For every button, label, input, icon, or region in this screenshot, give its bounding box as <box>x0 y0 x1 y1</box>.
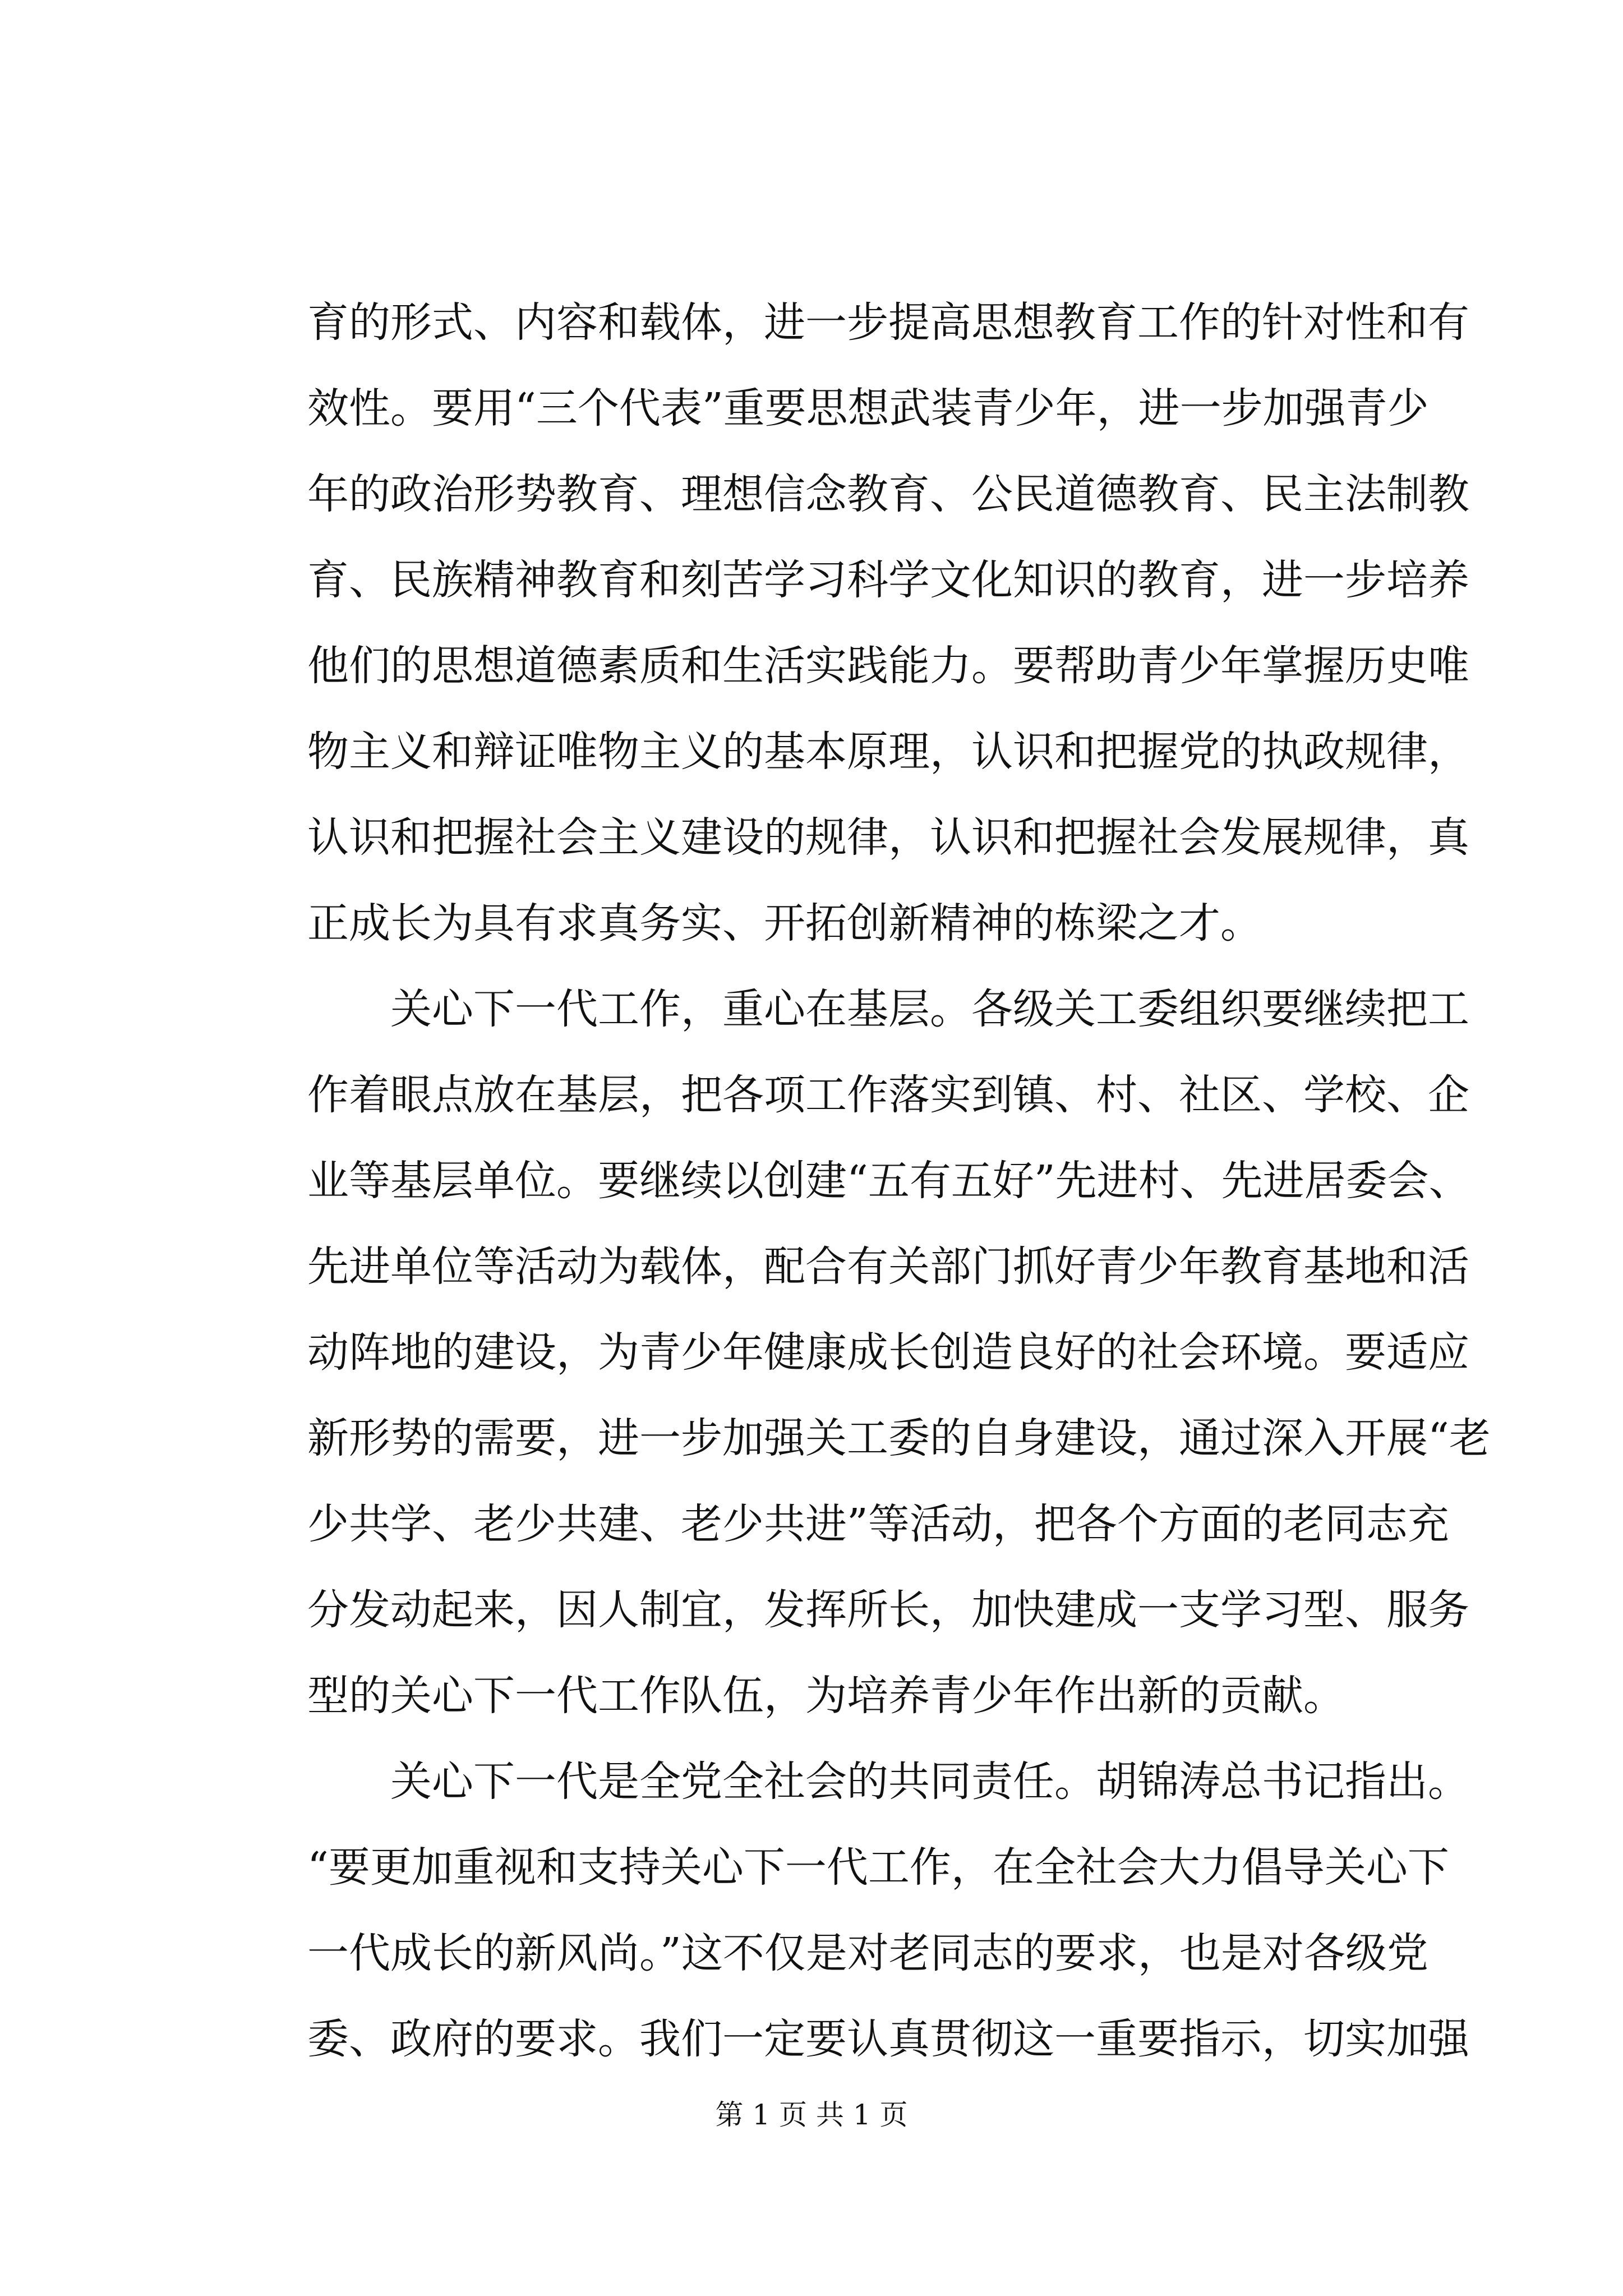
text-line: 他们的思想道德素质和生活实践能力。要帮助青少年掌握历史唯 <box>307 642 1469 690</box>
text-line: 先进单位等活动为载体，配合有关部门抓好青少年教育基地和活 <box>307 1243 1469 1291</box>
text-line: 正成长为具有求真务实、开拓创新精神的栋梁之才。 <box>307 899 1262 947</box>
text-line: 年的政治形势教育、理想信念教育、公民道德教育、民主法制教 <box>307 470 1469 518</box>
text-line: 育的形式、内容和载体，进一步提高思想教育工作的针对性和有 <box>307 298 1469 347</box>
paragraph-first-line: 关心下一代是全党全社会的共同责任。胡锦涛总书记指出。 <box>307 1757 1469 1806</box>
text-line: 作着眼点放在基层，把各项工作落实到镇、村、社区、学校、企 <box>307 1071 1469 1119</box>
text-line: 少共学、老少共建、老少共进”等活动，把各个方面的老同志充 <box>307 1500 1449 1548</box>
text-line: 新形势的需要，进一步加强关工委的自身建设，通过深入开展“老 <box>307 1414 1491 1462</box>
text-line: “要更加重视和支持关心下一代工作，在全社会大力倡导关心下 <box>307 1843 1449 1892</box>
text-line: 委、政府的要求。我们一定要认真贯彻这一重要指示，切实加强 <box>307 2015 1469 2063</box>
text-line: 动阵地的建设，为青少年健康成长创造良好的社会环境。要适应 <box>307 1328 1469 1377</box>
text-line: 型的关心下一代工作队伍，为培养青少年作出新的贡献。 <box>307 1672 1345 1720</box>
paragraph-first-line: 关心下一代工作，重心在基层。各级关工委组织要继续把工 <box>307 985 1469 1033</box>
text-line: 效性。要用“三个代表”重要思想武装青少年，进一步加强青少 <box>307 384 1429 432</box>
text-line: 分发动起来，因人制宜，发挥所长，加快建成一支学习型、服务 <box>307 1586 1469 1634</box>
text-line: 一代成长的新风尚。”这不仅是对老同志的要求，也是对各级党 <box>307 1929 1428 1977</box>
page-number-footer: 第 1 页 共 1 页 <box>715 2099 908 2131</box>
text-line: 育、民族精神教育和刻苦学习科学文化知识的教育，进一步培养 <box>307 556 1469 604</box>
text-line: 物主义和辩证唯物主义的基本原理，认识和把握党的执政规律， <box>307 728 1469 776</box>
text-line: 认识和把握社会主义建设的规律，认识和把握社会发展规律，真 <box>307 813 1469 862</box>
text-line: 业等基层单位。要继续以创建“五有五好”先进村、先进居委会、 <box>307 1157 1470 1205</box>
